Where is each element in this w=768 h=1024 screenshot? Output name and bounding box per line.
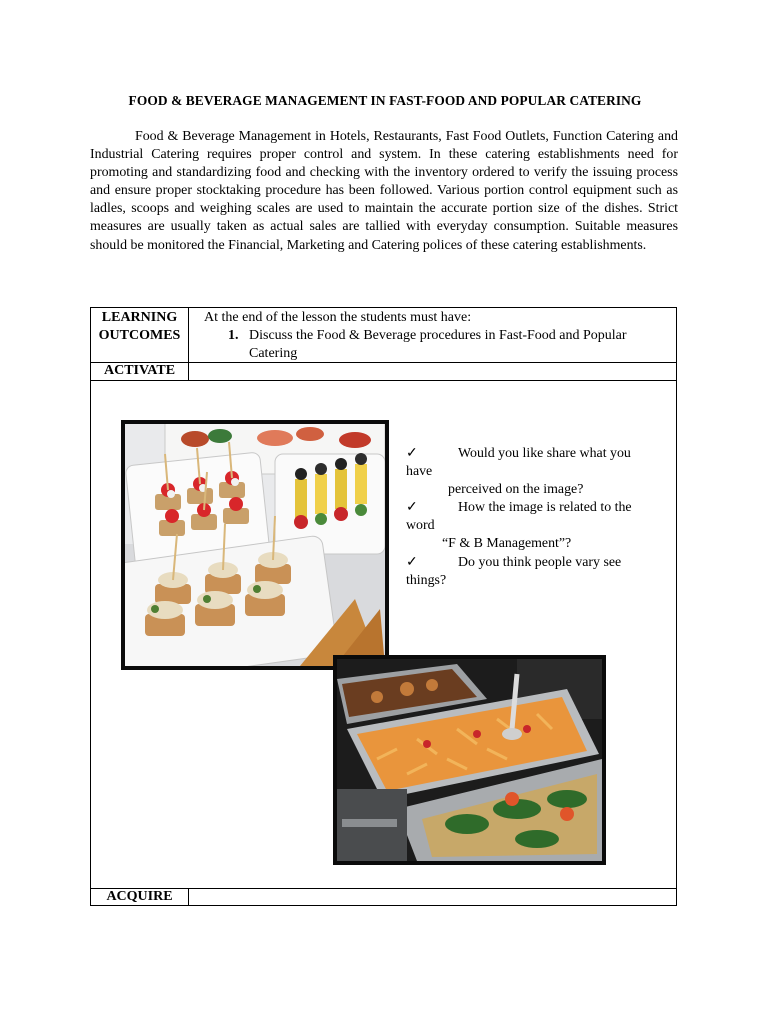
outcome-item bbox=[228, 327, 674, 363]
check-mark-icon: ✓ bbox=[406, 446, 418, 461]
learning-outcomes-label-line2: OUTCOMES bbox=[98, 328, 181, 343]
question-2-line2: word bbox=[406, 518, 435, 534]
question-3-line2: things? bbox=[406, 572, 447, 588]
outcome-number: 1. bbox=[228, 328, 239, 343]
question-3 bbox=[406, 554, 666, 572]
outcome-text: Discuss the Food & Beverage procedures in Fast-Food and Popular Catering bbox=[249, 328, 627, 361]
check-mark-icon: ✓ bbox=[406, 500, 418, 516]
buffet-chafing-dish-photo bbox=[333, 655, 606, 865]
question-2-text: How the image is related to the bbox=[458, 500, 632, 516]
question-2-line3: “F & B Management”? bbox=[442, 536, 572, 552]
question-2 bbox=[406, 499, 666, 517]
question-1-line3: perceived on the image? bbox=[448, 482, 584, 498]
question-1-line2: have bbox=[406, 464, 433, 480]
learning-outcomes-label bbox=[91, 308, 189, 362]
outcomes-intro: At the end of the lesson the students must have: bbox=[204, 310, 472, 325]
question-1 bbox=[406, 445, 666, 463]
activate-row bbox=[91, 362, 676, 381]
learning-outcomes-label-line1: LEARNING bbox=[101, 310, 178, 325]
intro-paragraph bbox=[90, 128, 678, 255]
learning-outcomes-row bbox=[91, 308, 676, 363]
intro-text: Food & Beverage Management in Hotels, Restaurants, Fast Food Outlets, Function Catering and Industrial Catering requires proper control and system. In these catering establishments need for promoting and standardizing food and checking with the inventory ordered to verify the issuing process and ensure proper stocktaking procedure has been followed. Various portion control equipment such as ladles, scoops and weighing scales are used to maintain the accurate portion size of the dishes. Strict measures are usually taken as actual sales are tallied with everyday consumption. Suitable measures should be monitored the Financial, Marketing and Catering polices of these catering establishments. bbox=[90, 129, 678, 253]
check-mark-icon: ✓ bbox=[406, 554, 418, 570]
question-1-text: Would you like share what you bbox=[458, 446, 631, 461]
activate-label: ACTIVATE bbox=[91, 362, 189, 380]
activate-questions bbox=[406, 445, 666, 590]
acquire-row bbox=[91, 888, 676, 906]
canape-platter-photo bbox=[121, 420, 389, 670]
learning-outcomes-content bbox=[204, 309, 674, 363]
document-title: FOOD & BEVERAGE MANAGEMENT IN FAST-FOOD AND POPULAR CATERING bbox=[128, 93, 642, 108]
question-3-text: Do you think people vary see bbox=[458, 554, 622, 570]
acquire-label: ACQUIRE bbox=[91, 889, 189, 906]
